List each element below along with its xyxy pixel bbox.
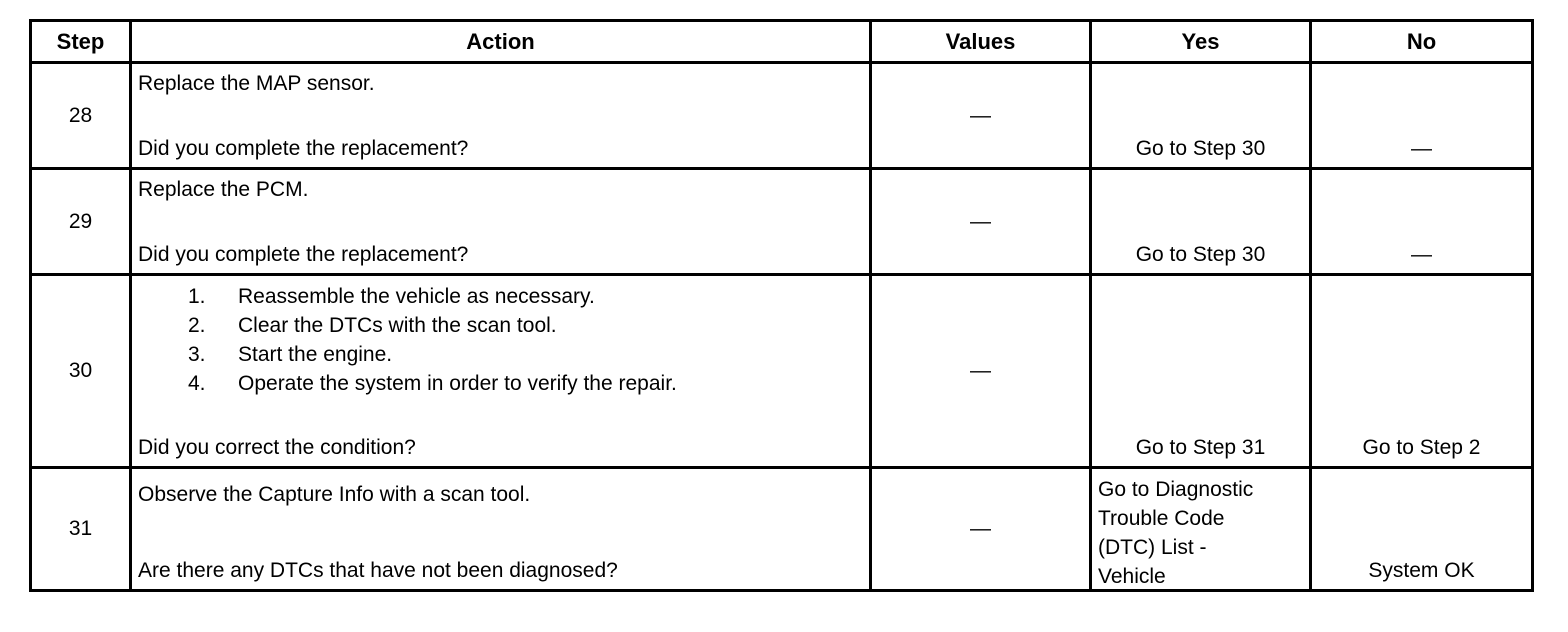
header-step: Step <box>31 21 131 63</box>
yes-cell <box>1091 63 1311 169</box>
action-question: Did you complete the replacement? <box>138 137 469 160</box>
list-item-text: Clear the DTCs with the scan tool. <box>238 314 557 337</box>
table-row-step-29 <box>31 169 1533 275</box>
list-item <box>188 311 677 340</box>
list-item-text: Operate the system in order to verify the repair. <box>238 372 677 395</box>
no-answer: Go to Step 2 <box>1362 436 1481 459</box>
list-item-number: 4. <box>188 372 206 395</box>
yes-cell <box>1091 468 1311 591</box>
action-cell <box>131 275 871 468</box>
list-item-number: 1. <box>188 285 206 308</box>
list-item-text: Reassemble the vehicle as necessary. <box>238 285 595 308</box>
step-number: 31 <box>31 468 131 591</box>
action-cell <box>131 169 871 275</box>
yes-cell <box>1091 169 1311 275</box>
no-cell <box>1311 275 1533 468</box>
action-instruction: Replace the MAP sensor. <box>138 72 375 95</box>
action-question: Did you correct the condition? <box>138 436 416 459</box>
list-item <box>188 340 677 369</box>
no-cell <box>1311 63 1533 169</box>
action-instruction: Replace the PCM. <box>138 178 309 201</box>
list-item-number: 3. <box>188 343 206 366</box>
yes-answer: Go to Step 31 <box>1135 436 1266 459</box>
yes-answer <box>1098 475 1253 591</box>
action-question: Are there any DTCs that have not been diagnosed? <box>138 559 618 582</box>
header-action: Action <box>131 21 871 63</box>
values-cell: — <box>871 169 1091 275</box>
header-row <box>31 21 1533 63</box>
table-row-step-31 <box>31 468 1533 591</box>
no-answer: — <box>1411 137 1432 160</box>
list-item-number: 2. <box>188 314 206 337</box>
action-cell <box>131 63 871 169</box>
no-answer: System OK <box>1368 559 1475 582</box>
list-item <box>188 369 677 398</box>
yes-cell <box>1091 275 1311 468</box>
values-cell: — <box>871 63 1091 169</box>
step-number: 28 <box>31 63 131 169</box>
yes-answer: Go to Step 30 <box>1135 243 1266 266</box>
header-no: No <box>1311 21 1533 63</box>
no-cell <box>1311 169 1533 275</box>
procedure-list <box>188 282 677 398</box>
list-item-text: Start the engine. <box>238 343 393 366</box>
yes-answer-line: Vehicle <box>1098 565 1166 588</box>
yes-answer-line: (DTC) List - <box>1098 536 1207 559</box>
action-question: Did you complete the replacement? <box>138 243 469 266</box>
table-row-step-28 <box>31 63 1533 169</box>
table-row-step-30 <box>31 275 1533 468</box>
step-number: 30 <box>31 275 131 468</box>
yes-answer-line: Go to Diagnostic <box>1098 478 1254 501</box>
action-instruction: Observe the Capture Info with a scan tool. <box>138 483 531 506</box>
step-number: 29 <box>31 169 131 275</box>
action-cell <box>131 468 871 591</box>
header-values: Values <box>871 21 1091 63</box>
yes-answer: Go to Step 30 <box>1135 137 1266 160</box>
diagnostic-table <box>29 19 1534 592</box>
list-item <box>188 282 677 311</box>
no-answer: — <box>1411 243 1432 266</box>
values-cell: — <box>871 275 1091 468</box>
values-cell: — <box>871 468 1091 591</box>
no-cell <box>1311 468 1533 591</box>
header-yes: Yes <box>1091 21 1311 63</box>
yes-answer-line: Trouble Code <box>1098 507 1225 530</box>
